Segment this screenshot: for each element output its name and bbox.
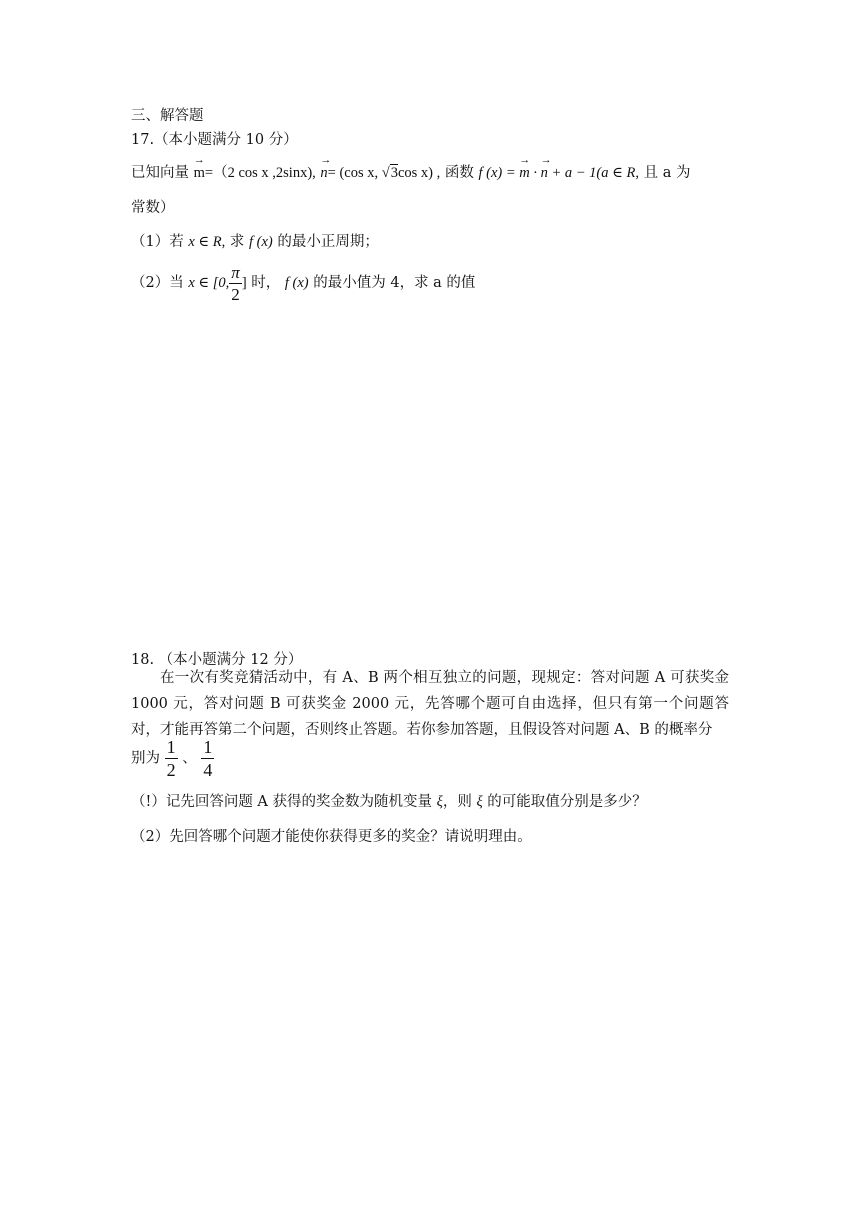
probability-b: $\frac{1}{4}$ bbox=[203, 737, 213, 780]
question-17-intro-line2: 常数） bbox=[131, 200, 175, 216]
question-18-header: 18. （本小题满分 12 分） bbox=[131, 652, 303, 668]
section-title: 三、解答题 bbox=[131, 108, 204, 124]
question-17-part-1: （1）若 x ∈ R, 求 f (x) 的最小正周期； bbox=[131, 234, 379, 250]
xi-symbol: ξ bbox=[476, 794, 483, 810]
part2-math: x ∈ [0, $\frac{\pi}{2}$ ] bbox=[188, 263, 247, 304]
intro-prefix: 已知向量 bbox=[131, 165, 189, 181]
question-17-intro-line bbox=[131, 161, 690, 182]
question-18-body: 在一次有奖竞猜活动中，有 A、B 两个相互独立的问题，现规定：答对问题 A 可获奖金 1000 元，答对问题 B 可获奖金 2000 元，先答哪个题可自由选择，但只有第一个问题答对，才能再答第二个问题，否则终止答题。若你参加答题，且假设答对问题 A、B 的概率分 bbox=[131, 670, 729, 738]
probability-a: $\frac{1}{2}$ bbox=[166, 737, 176, 780]
question-18-part-2: （2）先回答哪个问题才能使你获得更多的奖金？请说明理由。 bbox=[131, 829, 532, 845]
part1-fx: f (x) bbox=[248, 234, 273, 250]
part1-math: x ∈ R, bbox=[188, 234, 226, 250]
question-18-probabilities: 别为 $\frac{1}{2}$ 、 $\frac{1}{4}$ bbox=[131, 737, 213, 780]
question-18-part-1: （!）记先回答问题 A 获得的奖金数为随机变量 ξ，则 ξ 的可能取值分别是多少？ bbox=[131, 794, 647, 810]
question-17-part-2: （2）当 x ∈ [0, $\frac{\pi}{2}$ ] 时， f (x) 的最小值为 4，求 a 的值 bbox=[131, 263, 476, 304]
intro-suffix: 且 a 为 bbox=[643, 165, 691, 181]
function-expression: f (x) = → m · → n + a − 1(a ∈ R, bbox=[478, 165, 639, 181]
xi-symbol: ξ bbox=[436, 794, 443, 810]
question-17-header: 17.（本小题满分 10 分） bbox=[131, 132, 298, 148]
part2-fx: f (x) bbox=[284, 274, 309, 291]
function-label: 函数 bbox=[444, 165, 479, 181]
vector-n: → n= (cos x, √3cos x) , bbox=[320, 165, 440, 181]
vector-m: → m=（2 cos x ,2sinx), bbox=[194, 165, 316, 181]
